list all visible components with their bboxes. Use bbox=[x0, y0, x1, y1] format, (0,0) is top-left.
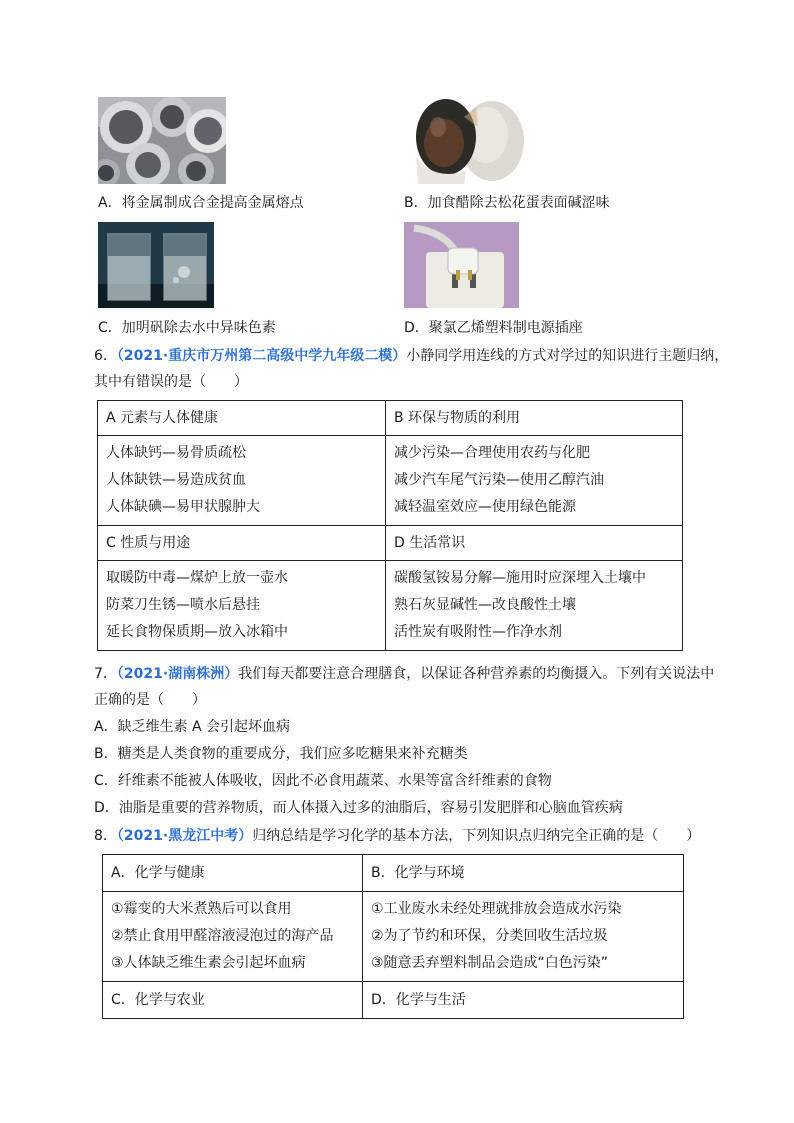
q7-number: 7． bbox=[94, 666, 117, 682]
q6-c-item: 延长食物保质期—放入冰箱中 bbox=[106, 624, 288, 640]
q7-stem-line-1 bbox=[94, 664, 714, 684]
q7-source: （2021·湖南株洲） bbox=[116, 666, 239, 682]
q8-c-head: C．化学与农业 bbox=[103, 982, 363, 1019]
q8-b-item: ②为了节约和环保，分类回收生活垃圾 bbox=[371, 928, 608, 944]
q6-stem-line-2: 其中有错误的是（ ） bbox=[94, 374, 248, 390]
q8-a-item: ①霉变的大米煮熟后可以食用 bbox=[111, 901, 292, 917]
q6-b-item: 减少污染—合理使用农药与化肥 bbox=[394, 445, 590, 461]
q5-option-c: C．加明矾除去水中异味色素 bbox=[98, 320, 276, 336]
q6-stem-text: 小静同学用连线的方式对学过的知识进行主题归纳， bbox=[406, 348, 729, 364]
q6-d-head: D 生活常识 bbox=[386, 526, 683, 561]
q6-c-item: 防菜刀生锈—喷水后悬挂 bbox=[106, 597, 260, 613]
q8-stem bbox=[94, 826, 700, 846]
q6-a-body bbox=[98, 436, 386, 526]
q6-b-item: 减少汽车尾气污染—使用乙醇汽油 bbox=[394, 472, 604, 488]
q6-b-head: B 环保与物质的利用 bbox=[386, 401, 683, 436]
q8-stem-text: 归纳总结是学习化学的基本方法，下列知识点归纳完全正确的是（ ） bbox=[252, 828, 701, 844]
q7-option-b: B．糖类是人类食物的重要成分，我们应多吃糖果来补充糖类 bbox=[94, 746, 468, 762]
q8-b-body bbox=[363, 892, 684, 982]
q7-stem-line-2: 正确的是（ ） bbox=[94, 692, 206, 708]
q8-source: （2021·黑龙江中考） bbox=[116, 828, 253, 844]
q6-source: （2021·重庆市万州第二高级中学九年级二模） bbox=[116, 348, 407, 364]
q6-d-item: 碳酸氢铵易分解—施用时应深埋入土壤中 bbox=[394, 570, 646, 586]
q6-c-body bbox=[98, 561, 386, 651]
q7-option-a: A．缺乏维生素 A 会引起坏血病 bbox=[94, 719, 291, 735]
q8-table bbox=[102, 854, 684, 1019]
q6-c-item: 取暖防中毒—煤炉上放一壶水 bbox=[106, 570, 288, 586]
q8-b-item: ①工业废水未经处理就排放会造成水污染 bbox=[371, 901, 622, 917]
q5-option-a: A．将金属制成合金提高金属熔点 bbox=[98, 195, 304, 211]
q8-a-head: A．化学与健康 bbox=[103, 855, 363, 892]
q6-a-item: 人体缺钙—易骨质疏松 bbox=[106, 445, 246, 461]
q6-stem-line-1 bbox=[94, 346, 728, 366]
q8-b-item: ③随意丢弃塑料制品会造成“白色污染” bbox=[371, 955, 609, 971]
q7-option-d: D．油脂是重要的营养物质，而人体摄入过多的油脂后，容易引发肥胖和心脑血管疾病 bbox=[94, 800, 623, 816]
q8-a-item: ②禁止食用甲醛溶液浸泡过的海产品 bbox=[111, 928, 334, 944]
q6-b-item: 减轻温室效应—使用绿色能源 bbox=[394, 499, 576, 515]
q7-stem-text: 我们每天都要注意合理膳食，以保证各种营养素的均衡摄入。下列有关说法中 bbox=[238, 666, 715, 682]
preserved-egg-image bbox=[404, 97, 524, 184]
q6-number: 6． bbox=[94, 348, 117, 364]
q8-a-body bbox=[103, 892, 363, 982]
metal-pipes-image bbox=[98, 97, 226, 184]
q8-d-head: D．化学与生活 bbox=[363, 982, 684, 1019]
power-plug-image bbox=[404, 222, 519, 308]
q8-number: 8． bbox=[94, 828, 117, 844]
q5-option-d: D．聚氯乙烯塑料制电源插座 bbox=[404, 320, 583, 336]
q6-b-body bbox=[386, 436, 683, 526]
q8-a-item: ③人体缺乏维生素会引起坏血病 bbox=[111, 955, 306, 971]
q6-a-item: 人体缺碘—易甲状腺肿大 bbox=[106, 499, 260, 515]
q6-d-body bbox=[386, 561, 683, 651]
q7-option-c: C．纤维素不能被人体吸收，因此不必食用蔬菜、水果等富含纤维素的食物 bbox=[94, 773, 552, 789]
q6-a-head: A 元素与人体健康 bbox=[98, 401, 386, 436]
q5-option-b: B．加食醋除去松花蛋表面碱涩味 bbox=[404, 195, 610, 211]
q8-b-head: B．化学与环境 bbox=[363, 855, 684, 892]
q6-c-head: C 性质与用途 bbox=[98, 526, 386, 561]
q6-d-item: 活性炭有吸附性—作净水剂 bbox=[394, 624, 562, 640]
q6-d-item: 熟石灰显碱性—改良酸性土壤 bbox=[394, 597, 576, 613]
q6-table bbox=[97, 400, 683, 651]
q6-a-item: 人体缺铁—易造成贫血 bbox=[106, 472, 246, 488]
beakers-image bbox=[98, 222, 214, 308]
